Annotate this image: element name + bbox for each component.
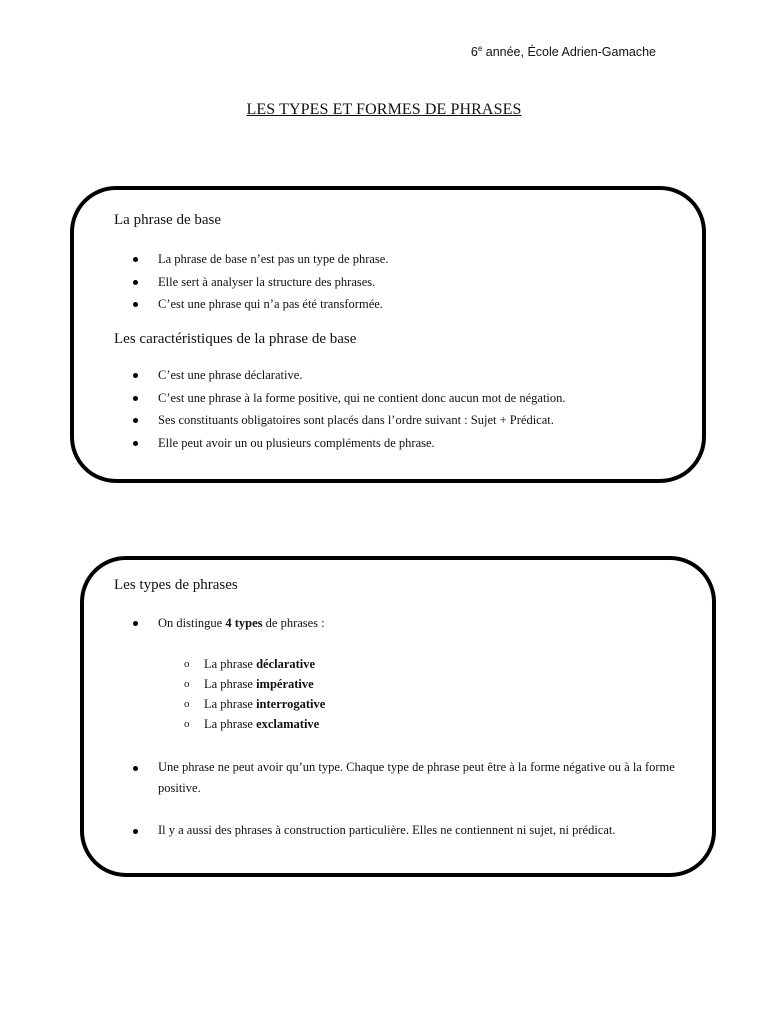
school-name: année, École Adrien-Gamache [482, 45, 656, 59]
grade-number: 6 [470, 45, 478, 59]
circle-bullet-icon: o [184, 678, 190, 690]
bullet-icon [133, 621, 138, 626]
bullet-icon [133, 302, 138, 307]
sentence-types-box [80, 556, 716, 877]
bullet-icon [133, 441, 138, 446]
list-item: C’est une phrase à la forme positive, qui ne contient donc aucun mot de négation. [112, 387, 692, 410]
bullet-icon [133, 373, 138, 378]
bullet-icon [133, 766, 138, 771]
list-item: La phrase de base n’est pas un type de phrase. [112, 248, 692, 271]
basic-sentence-box [70, 186, 706, 483]
special-construction-paragraph: Il y a aussi des phrases à construction particulière. Elles ne contiennent ni sujet, ni prédicat. [112, 820, 678, 841]
sentence-types-intro [112, 612, 692, 635]
basic-sentence-list [112, 248, 692, 316]
bullet-icon [133, 418, 138, 423]
type-rule-paragraph: Une phrase ne peut avoir qu’un type. Chaque type de phrase peut être à la forme négative ou à la forme positive. [112, 757, 678, 799]
grade-suffix: e [477, 43, 483, 53]
list-item: o La phrase déclarative [184, 654, 484, 674]
list-item: Ses constituants obligatoires sont placés dans l’ordre suivant : Sujet + Prédicat. [112, 409, 692, 432]
circle-bullet-icon: o [184, 698, 190, 710]
bullet-icon [133, 280, 138, 285]
school-header [471, 45, 656, 59]
list-item: C’est une phrase qui n’a pas été transformée. [112, 293, 692, 316]
list-item: o La phrase impérative [184, 674, 484, 694]
list-item: C’est une phrase déclarative. [112, 364, 692, 387]
four-types-emphasis: 4 types [225, 616, 263, 630]
bullet-icon [133, 257, 138, 262]
list-item: o La phrase interrogative [184, 694, 484, 714]
list-item: On distingue 4 types de phrases : [112, 612, 692, 635]
circle-bullet-icon: o [184, 658, 190, 670]
sentence-types-sublist [184, 654, 484, 734]
list-item: o La phrase exclamative [184, 714, 484, 734]
list-item: Elle peut avoir un ou plusieurs compléments de phrase. [112, 432, 692, 455]
characteristics-list [112, 364, 692, 454]
bullet-icon [133, 829, 138, 834]
sentence-types-heading: Les types de phrases [114, 577, 238, 593]
list-item: Elle sert à analyser la structure des phrases. [112, 271, 692, 294]
circle-bullet-icon: o [184, 718, 190, 730]
basic-sentence-heading: La phrase de base [114, 212, 222, 228]
page-title: LES TYPES ET FORMES DE PHRASES [246, 101, 522, 118]
characteristics-heading: Les caractéristiques de la phrase de base [114, 331, 357, 347]
bullet-icon [133, 396, 138, 401]
